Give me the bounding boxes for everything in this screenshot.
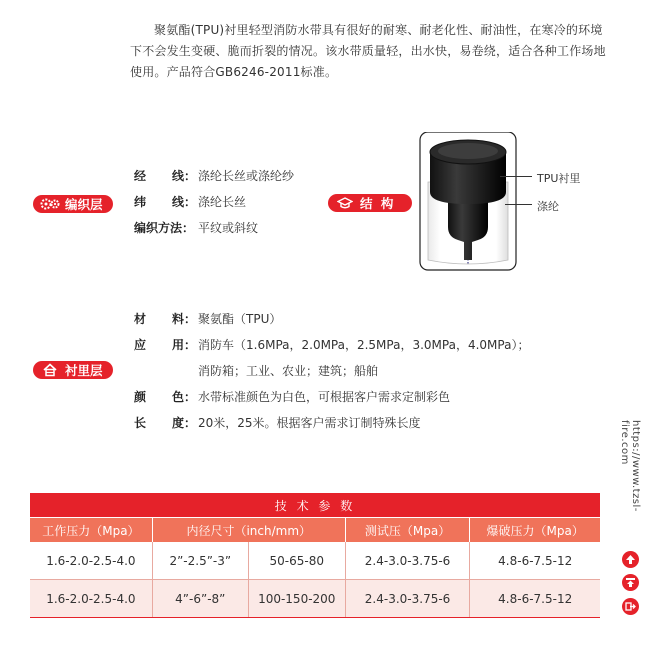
pin-top-icon (625, 573, 636, 592)
table-cell: 50-65-80 (248, 542, 345, 580)
intro-paragraph: 聚氨酯(TPU)衬里轻型消防水带具有很好的耐寒、耐老化性、耐油性，在寒冷的环境下不会发生变硬、脆而折裂的情况。该水带质量轻，出水快，易卷绕，适合各种工作场地使用。产品符合GB6246-2011标准。 (130, 23, 606, 79)
spec-value: 20米，25米。根据客户需求订制特殊长度 (198, 415, 421, 430)
spec-row (134, 214, 294, 240)
table-cell: 4.8-6-7.5-12 (470, 542, 600, 580)
spec-row (134, 383, 529, 409)
spec-row (134, 409, 529, 435)
tpu-leader-line (500, 176, 532, 177)
table-title: 技 术 参 数 (30, 493, 600, 518)
spec-value: 消防箱；工业、农业；建筑；船舶 (198, 363, 379, 378)
spec-key: 经 线： (134, 168, 196, 183)
spec-key: 编织方法 ： (134, 220, 195, 235)
spec-row (134, 162, 294, 188)
polyester-leader-line (505, 204, 532, 205)
scroll-top-button[interactable] (622, 551, 639, 568)
header-working-pressure: 工作压力（Mpa） (30, 518, 152, 543)
table-cell: 1.6-2.0-2.5-4.0 (30, 580, 152, 618)
header-inner-diameter: 内径尺寸（inch/mm） (152, 518, 345, 543)
table-cell: 1.6-2.0-2.5-4.0 (30, 542, 152, 580)
weave-layer-label: 编织层 (65, 197, 103, 212)
spec-key: 纬 线： (134, 194, 196, 209)
share-icon (625, 597, 636, 616)
table-row (30, 580, 600, 618)
spec-key: 长 度： (134, 415, 196, 430)
house-icon (39, 363, 61, 377)
spec-value: 平纹或斜纹 (198, 220, 259, 235)
spec-row (134, 305, 529, 331)
lining-spec-list (134, 305, 529, 435)
table-title-row (30, 493, 600, 518)
spec-value: 涤纶长丝 (198, 194, 247, 209)
spec-key: 应 用： (134, 337, 196, 352)
table-cell: 100-150-200 (248, 580, 345, 618)
lining-layer-label: 衬里层 (65, 363, 103, 378)
hose-cross-section-image (418, 132, 518, 272)
graduation-cap-icon (334, 196, 356, 210)
structure-badge (328, 194, 412, 212)
polyester-label: 涤纶 (537, 200, 559, 213)
header-test-pressure: 测试压（Mpa） (345, 518, 470, 543)
weave-layer-badge (33, 195, 113, 213)
arrow-up-icon (625, 550, 636, 569)
table-cell: 4”-6”-8” (152, 580, 248, 618)
spec-row (134, 331, 529, 357)
header-burst-pressure: 爆破压力（Mpa） (470, 518, 600, 543)
table-cell: 2.4-3.0-3.75-6 (345, 542, 470, 580)
website-url[interactable]: https://www.tzsl-fire.com (619, 420, 641, 512)
weave-spec-list (134, 162, 294, 240)
spec-value: 消防车（1.6MPa，2.0MPa，2.5MPa，3.0MPa，4.0MPa）； (198, 337, 530, 352)
lining-layer-badge (33, 361, 113, 379)
spec-row (134, 188, 294, 214)
spec-key: 材 料： (134, 311, 196, 326)
table-cell: 2.4-3.0-3.75-6 (345, 580, 470, 618)
table-header-row (30, 518, 600, 543)
tech-params-table (30, 493, 600, 618)
spec-value: 聚氨酯（TPU） (198, 311, 282, 326)
share-button[interactable] (622, 598, 639, 615)
table-cell: 2”-2.5”-3” (152, 542, 248, 580)
gears-icon (39, 197, 61, 211)
spec-value: 水带标准颜色为白色，可根据客户需求定制彩色 (198, 389, 451, 404)
spec-row (134, 357, 529, 383)
spec-value: 涤纶长丝或涤纶纱 (198, 168, 295, 183)
pin-top-button[interactable] (622, 574, 639, 591)
table-cell: 4.8-6-7.5-12 (470, 580, 600, 618)
structure-label: 结 构 (360, 196, 396, 211)
table-row (30, 542, 600, 580)
tpu-lining-label: TPU衬里 (537, 172, 581, 185)
spec-key: 颜 色： (134, 389, 196, 404)
